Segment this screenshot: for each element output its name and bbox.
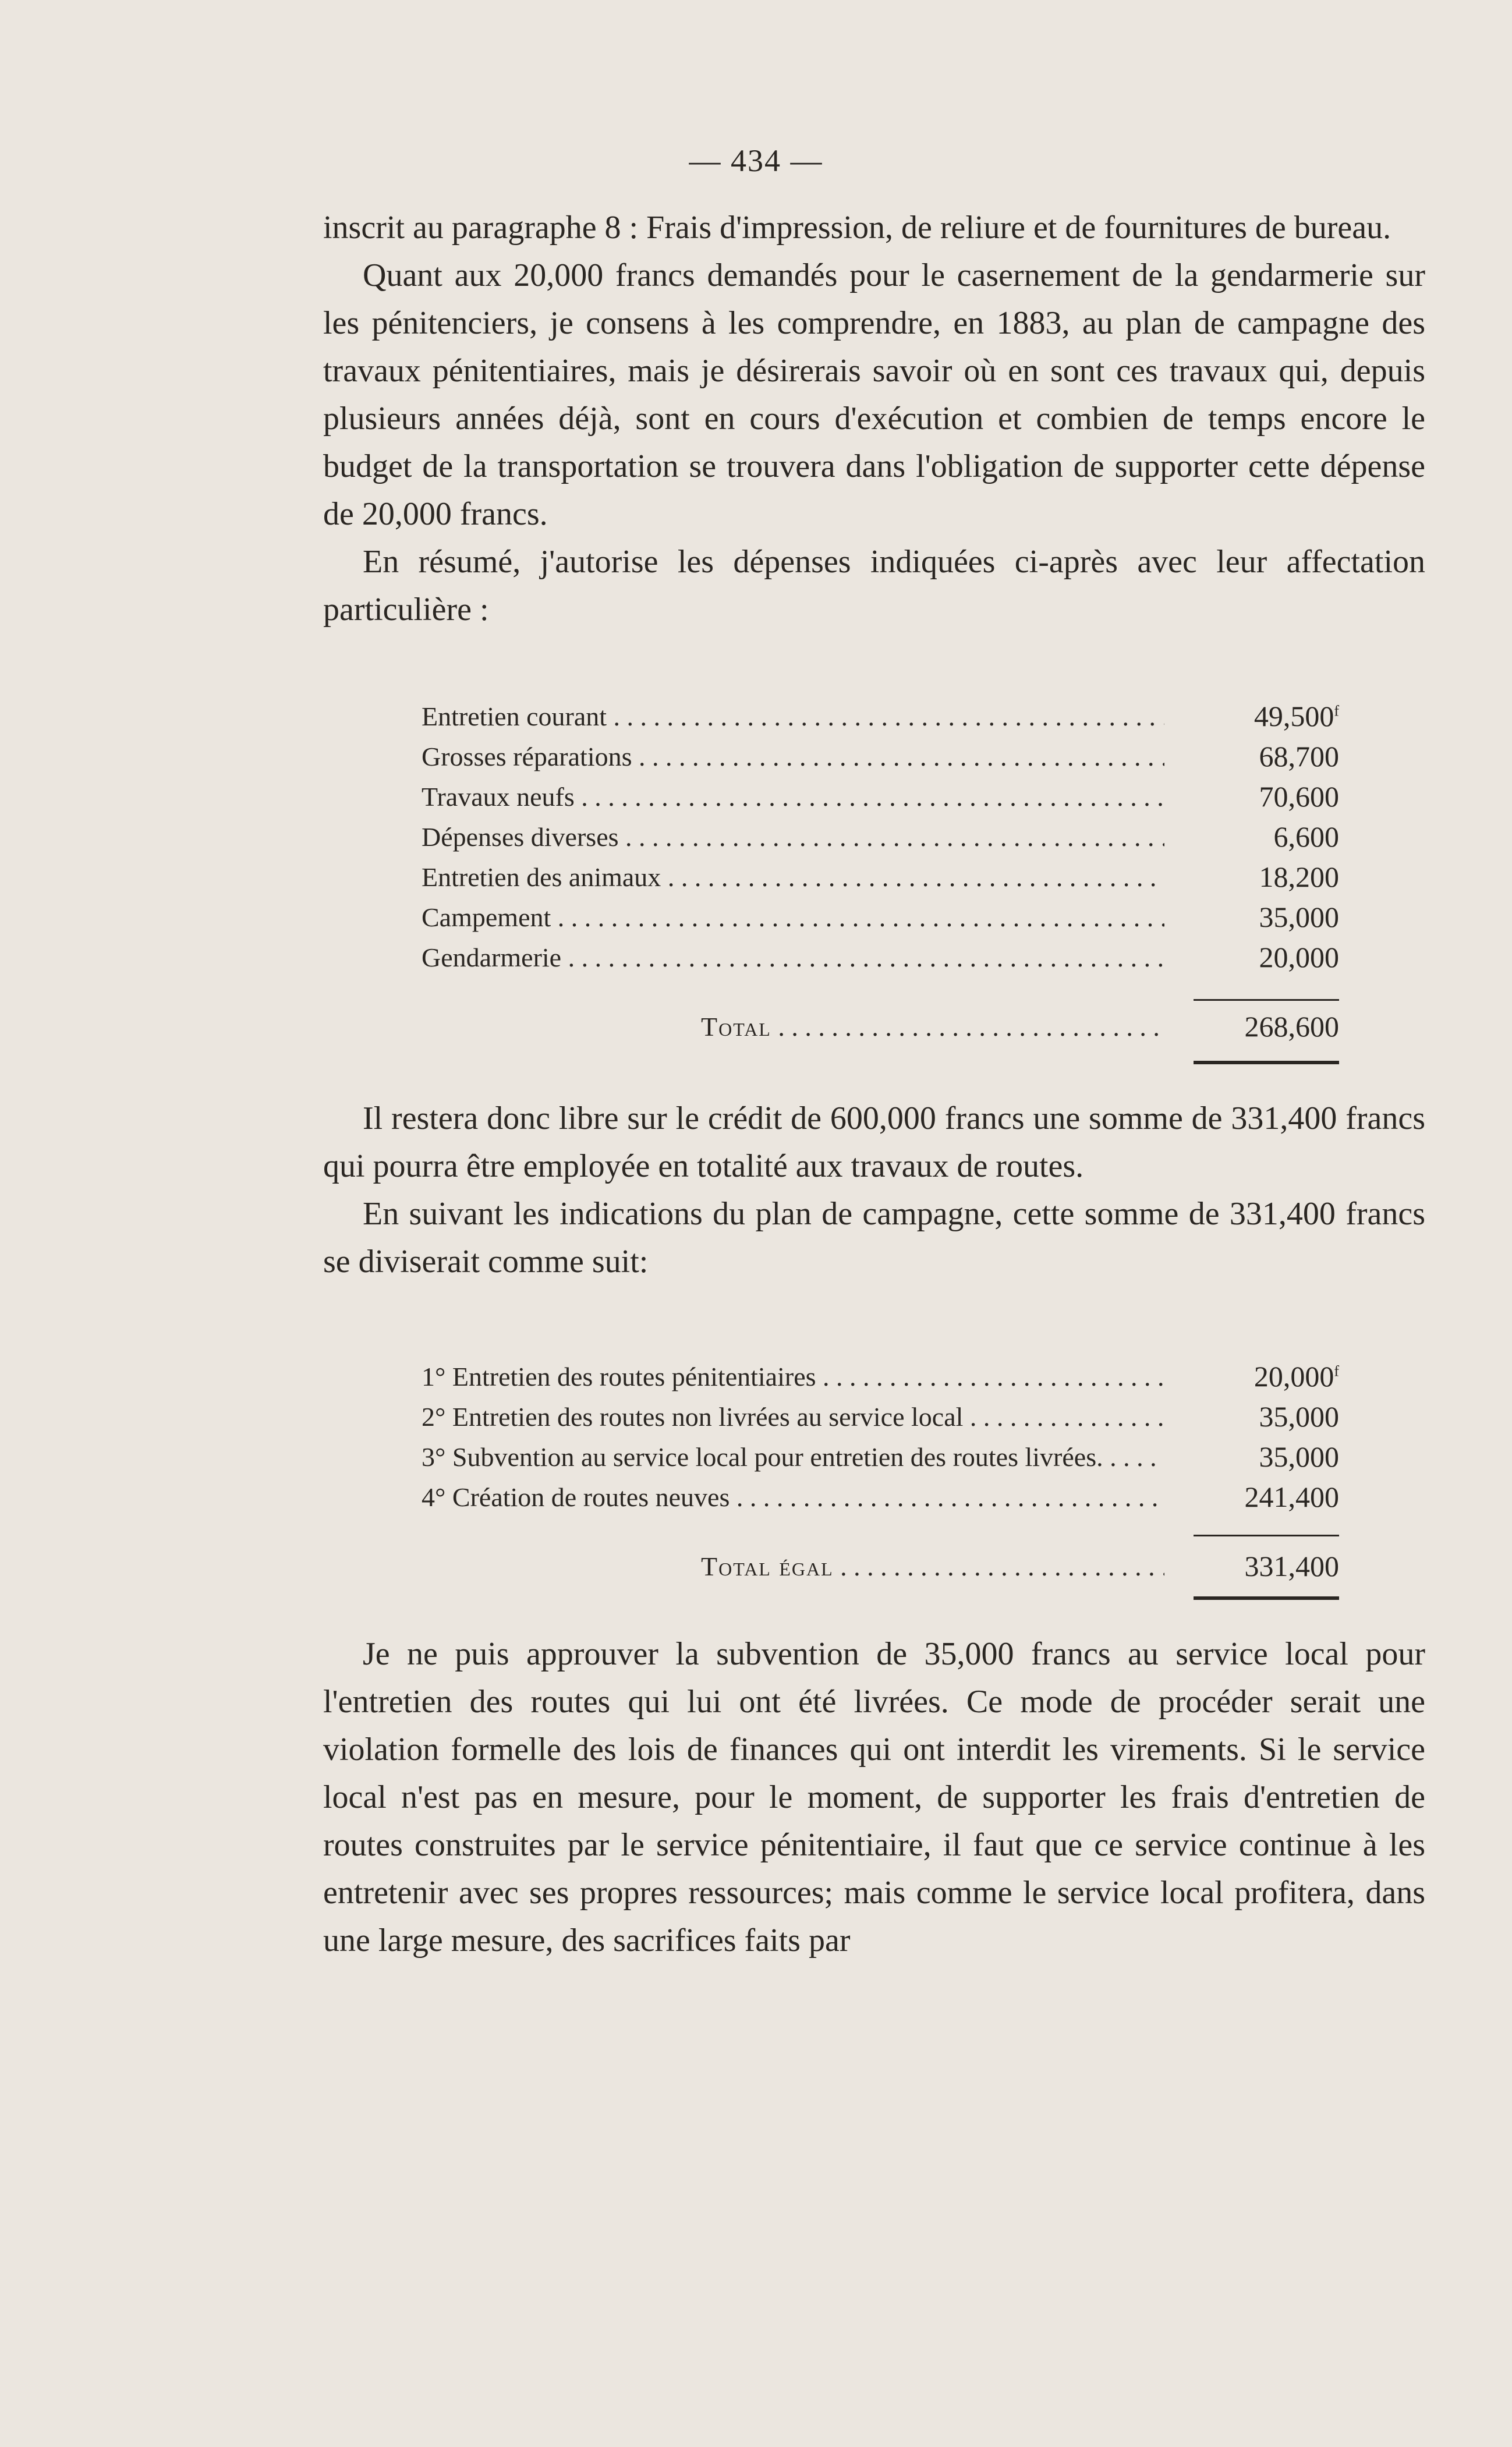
row-label: 3° Subvention au service local pour entretien des routes livrées. [422, 1442, 1103, 1472]
row-value: 68,700 [1259, 740, 1339, 773]
table-row [422, 1397, 1339, 1437]
unit-mark: f [1334, 702, 1339, 720]
paragraph-summary: En résumé, j'autorise les dépenses indiquées ci-après avec leur affectation particulière : [323, 544, 1425, 628]
total-row [422, 1007, 1339, 1047]
row-label: 4° Création de routes neuves [422, 1482, 730, 1512]
total-label: Total égal [701, 1552, 834, 1581]
row-value: 35,000 [1259, 1400, 1339, 1433]
table-row [422, 696, 1339, 736]
total-row [422, 1546, 1339, 1587]
total-label: Total [701, 1012, 771, 1042]
row-value: 35,000 [1259, 901, 1339, 933]
row-value: 20,000 [1253, 1360, 1334, 1393]
row-label: Gendarmerie [422, 943, 562, 972]
total-rule [1194, 1535, 1339, 1536]
paragraph-continuation: inscrit au paragraphe 8 : Frais d'impression, de reliure et de fournitures de bureau. [323, 210, 1391, 246]
paragraph-subvention: Je ne puis approuver la subvention de 35,000 francs au service local pour l'entretien des routes qui lui ont été livrées. Ce mode de procéder serait une violation formelle des lois de finances qui ont interdit les virements. Si le service local n'est pas en mesure, pour le moment, de supporter les frais d'entretien de routes construites par le service pénitentiaire, il faut que ce service continue à les entretenir avec ses propres ressources; mais comme le service local profitera, dans une large mesure, des sacrifices faits par [323, 1636, 1425, 1959]
table-row [422, 817, 1339, 857]
row-value: 20,000 [1259, 941, 1339, 973]
row-label: Campement [422, 902, 551, 932]
row-label: Grosses réparations [422, 742, 632, 771]
row-value: 6,600 [1273, 820, 1339, 853]
page-number: — 434 — [689, 143, 823, 178]
table-row [422, 1477, 1339, 1517]
expense-table [422, 696, 1339, 1047]
table-row [422, 857, 1339, 897]
total-double-rule [1194, 1061, 1339, 1064]
row-value: 18,200 [1259, 860, 1339, 893]
routes-table [422, 1357, 1339, 1587]
table-row [422, 1437, 1339, 1477]
total-value: 331,400 [1244, 1550, 1339, 1582]
row-value: 70,600 [1259, 780, 1339, 813]
table-row [422, 897, 1339, 937]
row-label: 2° Entretien des routes non livrées au service local [422, 1402, 964, 1432]
intro-text [323, 204, 1425, 633]
table-row [422, 1357, 1339, 1397]
row-label: Entretien des animaux [422, 862, 661, 892]
paragraph-remaining-credit: Il restera donc libre sur le crédit de 600,000 francs une somme de 331,400 francs qui pourra être employée en totalité aux travaux de routes. [323, 1100, 1425, 1184]
total-value: 268,600 [1244, 1010, 1339, 1043]
row-value: 35,000 [1259, 1440, 1339, 1473]
total-rule [1194, 999, 1339, 1001]
row-value: 241,400 [1244, 1481, 1339, 1513]
row-label: Entretien courant [422, 702, 607, 731]
row-label: 1° Entretien des routes pénitentiaires [422, 1362, 816, 1391]
paragraph-division: En suivant les indications du plan de campagne, cette somme de 331,400 francs se diviserait comme suit: [323, 1196, 1425, 1280]
row-label: Travaux neufs [422, 782, 575, 812]
table-row [422, 937, 1339, 978]
table-row [422, 736, 1339, 777]
table-row [422, 777, 1339, 817]
total-double-rule [1194, 1596, 1339, 1600]
closing-text [323, 1630, 1425, 1964]
paragraph-gendarmerie: Quant aux 20,000 francs demandés pour le casernement de la gendarmerie sur les pénitenciers, je consens à les comprendre, en 1883, au plan de campagne des travaux pénitentiaires, mais je désirerais savoir où en sont ces travaux qui, depuis plusieurs années déjà, sont en cours d'exécution et combien de temps encore le budget de la transportation se trouvera dans l'obligation de supporter cette dépense de 20,000 francs. [323, 257, 1425, 532]
row-value: 49,500 [1253, 700, 1334, 732]
row-label: Dépenses diverses [422, 822, 619, 852]
unit-mark: f [1334, 1362, 1339, 1380]
middle-text [323, 1095, 1425, 1286]
